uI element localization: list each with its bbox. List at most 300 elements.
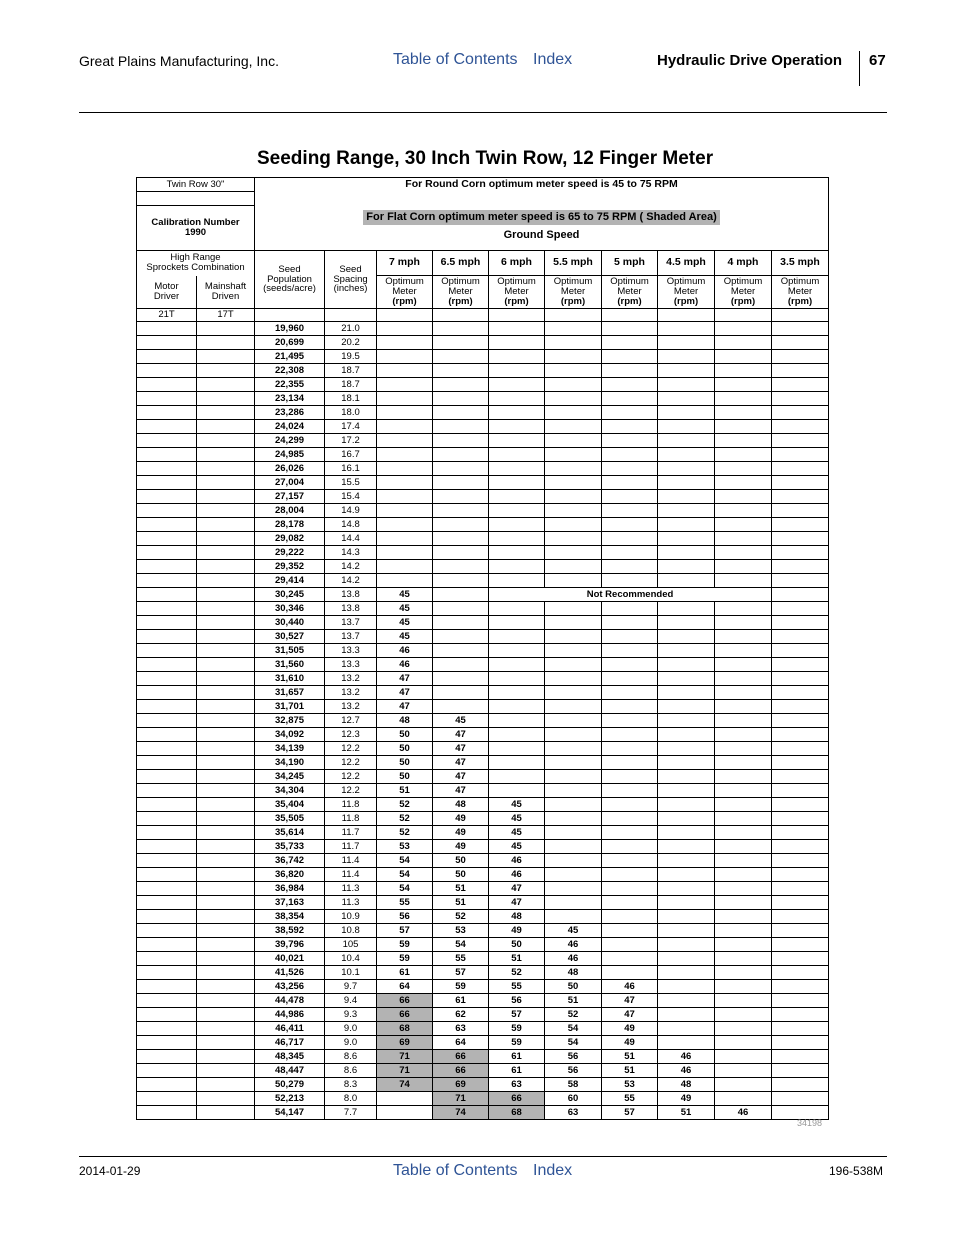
table-row xyxy=(137,798,829,812)
table-row xyxy=(137,602,829,616)
seed-spacing-cell: 11.3 xyxy=(325,896,377,910)
meter-rpm-cell xyxy=(772,742,829,756)
table-row xyxy=(137,644,829,658)
meter-rpm-cell xyxy=(545,714,602,728)
meter-rpm-cell: 61 xyxy=(377,966,433,980)
meter-rpm-cell: 47 xyxy=(433,784,489,798)
meter-rpm-cell xyxy=(433,658,489,672)
seed-spacing-cell: 8.0 xyxy=(325,1092,377,1106)
seed-spacing-cell: 14.3 xyxy=(325,546,377,560)
meter-rpm-cell xyxy=(772,672,829,686)
seed-spacing-cell: 8.3 xyxy=(325,1078,377,1092)
figure-number: 34198 xyxy=(797,1118,823,1128)
meter-rpm-cell xyxy=(433,504,489,518)
meter-rpm-cell xyxy=(433,462,489,476)
table-row xyxy=(137,448,829,462)
meter-rpm-cell xyxy=(658,812,715,826)
meter-rpm-cell xyxy=(715,364,772,378)
meter-rpm-cell xyxy=(658,854,715,868)
meter-rpm-cell xyxy=(377,392,433,406)
table-row xyxy=(137,672,829,686)
meter-rpm-cell xyxy=(658,504,715,518)
motor-driver-cell xyxy=(137,546,197,560)
header-toc-link[interactable]: Table of Contents xyxy=(393,51,518,68)
seed-population-cell: 28,178 xyxy=(255,518,325,532)
meter-rpm-cell xyxy=(772,1064,829,1078)
meter-rpm-cell xyxy=(772,644,829,658)
mainshaft-driven-cell xyxy=(197,896,255,910)
motor-driver-cell xyxy=(137,434,197,448)
meter-rpm-cell xyxy=(772,434,829,448)
seed-spacing-header: Seed Spacing (inches) xyxy=(325,251,377,309)
table-row xyxy=(137,714,829,728)
meter-rpm-cell xyxy=(715,546,772,560)
meter-rpm-cell xyxy=(715,434,772,448)
meter-rpm-cell: 63 xyxy=(545,1106,602,1120)
meter-rpm-cell xyxy=(715,336,772,350)
meter-rpm-cell: 49 xyxy=(433,840,489,854)
seed-spacing-cell: 11.4 xyxy=(325,868,377,882)
seed-population-cell: 46,717 xyxy=(255,1036,325,1050)
mainshaft-driven-cell xyxy=(197,420,255,434)
meter-rpm-cell: 50 xyxy=(433,868,489,882)
meter-rpm-cell xyxy=(545,700,602,714)
meter-rpm-cell xyxy=(772,1036,829,1050)
meter-rpm-cell xyxy=(715,616,772,630)
meter-rpm-cell xyxy=(715,560,772,574)
meter-rpm-cell xyxy=(658,896,715,910)
seed-population-cell: 34,245 xyxy=(255,770,325,784)
meter-rpm-cell xyxy=(772,602,829,616)
seed-spacing-cell: 13.8 xyxy=(325,588,377,602)
meter-rpm-cell xyxy=(715,896,772,910)
meter-rpm-cell xyxy=(377,322,433,336)
seed-population-cell: 52,213 xyxy=(255,1092,325,1106)
mainshaft-driven-cell xyxy=(197,518,255,532)
table-row xyxy=(137,658,829,672)
meter-rpm-cell xyxy=(489,644,545,658)
mainshaft-driven-header: Mainshaft Driven xyxy=(197,276,255,309)
mainshaft-driven-cell xyxy=(197,1022,255,1036)
meter-rpm-cell xyxy=(602,966,658,980)
meter-rpm-cell: 71 xyxy=(377,1064,433,1078)
seed-population-cell: 29,082 xyxy=(255,532,325,546)
meter-rpm-cell: 46 xyxy=(489,854,545,868)
table-row xyxy=(137,476,829,490)
meter-rpm-cell xyxy=(545,602,602,616)
meter-rpm-cell xyxy=(489,378,545,392)
meter-rpm-cell xyxy=(658,1022,715,1036)
meter-rpm-cell xyxy=(715,504,772,518)
meter-rpm-cell xyxy=(715,518,772,532)
seed-population-cell: 43,256 xyxy=(255,980,325,994)
meter-rpm-cell xyxy=(715,406,772,420)
meter-rpm-cell xyxy=(772,546,829,560)
meter-rpm-cell xyxy=(602,756,658,770)
meter-rpm-cell xyxy=(715,350,772,364)
meter-rpm-cell xyxy=(715,868,772,882)
page-title: Seeding Range, 30 Inch Twin Row, 12 Finger Meter xyxy=(257,148,714,169)
header-index-link[interactable]: Index xyxy=(533,51,573,68)
seed-population-cell: 41,526 xyxy=(255,966,325,980)
meter-rpm-cell xyxy=(377,434,433,448)
meter-rpm-cell xyxy=(377,532,433,546)
meter-rpm-cell xyxy=(772,952,829,966)
meter-rpm-cell xyxy=(602,784,658,798)
seed-spacing-cell: 12.2 xyxy=(325,756,377,770)
meter-rpm-cell xyxy=(715,1036,772,1050)
meter-rpm-cell xyxy=(715,602,772,616)
table-row xyxy=(137,966,829,980)
table-row xyxy=(137,588,829,602)
meter-rpm-cell xyxy=(658,672,715,686)
meter-rpm-cell xyxy=(489,336,545,350)
meter-rpm-cell xyxy=(545,336,602,350)
meter-rpm-cell xyxy=(545,658,602,672)
meter-rpm-cell: 66 xyxy=(377,994,433,1008)
meter-rpm-cell xyxy=(489,616,545,630)
mainshaft-driven-cell xyxy=(197,840,255,854)
seed-population-cell: 34,190 xyxy=(255,756,325,770)
meter-header xyxy=(772,276,829,309)
table-row xyxy=(137,364,829,378)
seed-spacing-cell: 11.7 xyxy=(325,826,377,840)
motor-driver-cell xyxy=(137,644,197,658)
meter-rpm-cell xyxy=(489,476,545,490)
motor-driver-cell xyxy=(137,378,197,392)
mainshaft-driven-cell xyxy=(197,700,255,714)
mainshaft-driven-cell xyxy=(197,882,255,896)
meter-rpm-cell xyxy=(545,812,602,826)
table-row xyxy=(137,924,829,938)
seed-population-cell: 24,299 xyxy=(255,434,325,448)
meter-rpm-cell xyxy=(772,840,829,854)
meter-rpm-cell: 64 xyxy=(433,1036,489,1050)
seed-spacing-cell: 9.4 xyxy=(325,994,377,1008)
seed-population-cell: 30,440 xyxy=(255,616,325,630)
mainshaft-driven-cell xyxy=(197,1106,255,1120)
motor-driver-cell xyxy=(137,728,197,742)
meter-rpm-cell xyxy=(377,336,433,350)
meter-rpm-cell xyxy=(545,490,602,504)
mainshaft-driven-cell xyxy=(197,910,255,924)
meter-rpm-cell xyxy=(715,784,772,798)
meter-rpm-cell xyxy=(602,532,658,546)
meter-rpm-cell: 52 xyxy=(489,966,545,980)
meter-rpm-cell xyxy=(433,574,489,588)
table-row xyxy=(137,686,829,700)
seed-spacing-cell: 12.2 xyxy=(325,770,377,784)
meter-rpm-cell xyxy=(658,798,715,812)
table-row xyxy=(137,994,829,1008)
meter-rpm-cell xyxy=(715,448,772,462)
meter-rpm-cell xyxy=(433,434,489,448)
meter-rpm-cell xyxy=(658,448,715,462)
meter-rpm-cell: 46 xyxy=(545,952,602,966)
meter-rpm-cell xyxy=(715,966,772,980)
meter-rpm-cell xyxy=(715,742,772,756)
seed-population-cell: 44,986 xyxy=(255,1008,325,1022)
meter-rpm-cell xyxy=(715,714,772,728)
meter-rpm-cell: 66 xyxy=(377,1008,433,1022)
meter-rpm-cell: 56 xyxy=(377,910,433,924)
meter-rpm-cell: 74 xyxy=(377,1078,433,1092)
mainshaft-driven-cell xyxy=(197,630,255,644)
meter-rpm-cell xyxy=(377,518,433,532)
meter-rpm-cell xyxy=(545,854,602,868)
meter-rpm-cell xyxy=(545,434,602,448)
meter-rpm-cell xyxy=(545,462,602,476)
meter-rpm-cell xyxy=(377,546,433,560)
meter-rpm-cell xyxy=(658,826,715,840)
footer-toc-link[interactable]: Table of Contents xyxy=(393,1162,518,1179)
meter-rpm-cell: 50 xyxy=(377,770,433,784)
speed-header: 3.5 mph xyxy=(772,251,829,276)
meter-rpm-cell xyxy=(772,532,829,546)
seed-population-header: Seed Population (seeds/acre) xyxy=(255,251,325,309)
meter-rpm-cell: 55 xyxy=(433,952,489,966)
meter-rpm-cell xyxy=(602,812,658,826)
seed-population-cell: 20,699 xyxy=(255,336,325,350)
meter-rpm-cell xyxy=(489,448,545,462)
meter-rpm-cell xyxy=(377,490,433,504)
meter-rpm-cell xyxy=(545,770,602,784)
table-row xyxy=(137,756,829,770)
meter-rpm-cell: 56 xyxy=(545,1064,602,1078)
meter-rpm-cell: 53 xyxy=(602,1078,658,1092)
meter-rpm-cell xyxy=(772,756,829,770)
seed-population-cell: 27,004 xyxy=(255,476,325,490)
table-row xyxy=(137,560,829,574)
seed-population-cell: 48,345 xyxy=(255,1050,325,1064)
table-row xyxy=(137,868,829,882)
meter-rpm-cell xyxy=(545,518,602,532)
meter-rpm-cell xyxy=(489,658,545,672)
meter-rpm-cell xyxy=(658,952,715,966)
meter-rpm-cell xyxy=(715,882,772,896)
meter-rpm-cell: 51 xyxy=(602,1050,658,1064)
table-row xyxy=(137,952,829,966)
meter-rpm-cell xyxy=(602,420,658,434)
meter-rpm-cell xyxy=(658,574,715,588)
meter-rpm-cell xyxy=(433,616,489,630)
meter-rpm-cell xyxy=(715,840,772,854)
meter-rpm-cell xyxy=(658,924,715,938)
meter-rpm-cell xyxy=(715,798,772,812)
meter-rpm-cell xyxy=(489,420,545,434)
seed-population-cell: 44,478 xyxy=(255,994,325,1008)
meter-rpm-cell xyxy=(433,686,489,700)
meter-rpm-cell xyxy=(772,462,829,476)
motor-driver-cell xyxy=(137,798,197,812)
seed-population-cell: 34,139 xyxy=(255,742,325,756)
motor-driver-cell xyxy=(137,1078,197,1092)
meter-rpm-cell xyxy=(715,462,772,476)
mainshaft-driven-cell xyxy=(197,994,255,1008)
meter-rpm-cell xyxy=(772,350,829,364)
mainshaft-driven-cell xyxy=(197,588,255,602)
mainshaft-driven-cell xyxy=(197,952,255,966)
meter-rpm-cell xyxy=(377,448,433,462)
seed-spacing-cell: 12.3 xyxy=(325,728,377,742)
mainshaft-driven-cell xyxy=(197,406,255,420)
meter-rpm-cell: 45 xyxy=(433,714,489,728)
meter-rpm-cell xyxy=(658,700,715,714)
seed-spacing-cell: 7.7 xyxy=(325,1106,377,1120)
mainshaft-driven-cell xyxy=(197,560,255,574)
table-row xyxy=(137,532,829,546)
motor-driver-cell xyxy=(137,938,197,952)
table-row xyxy=(137,574,829,588)
meter-rpm-cell xyxy=(489,630,545,644)
meter-rpm-cell xyxy=(772,322,829,336)
blank-cell xyxy=(137,192,255,206)
motor-driver-cell xyxy=(137,910,197,924)
meter-rpm-cell xyxy=(658,322,715,336)
meter-rpm-cell xyxy=(489,700,545,714)
meter-rpm-cell: 59 xyxy=(377,938,433,952)
footer-index-link[interactable]: Index xyxy=(533,1162,573,1179)
seeding-table-body xyxy=(137,322,829,1120)
meter-rpm-cell: 59 xyxy=(433,980,489,994)
meter-rpm-cell xyxy=(715,854,772,868)
table-row xyxy=(137,434,829,448)
meter-rpm-cell: 54 xyxy=(433,938,489,952)
meter-rpm-cell xyxy=(489,350,545,364)
meter-rpm-cell xyxy=(772,784,829,798)
seed-spacing-cell: 10.4 xyxy=(325,952,377,966)
meter-rpm-cell xyxy=(545,784,602,798)
meter-header xyxy=(545,276,602,309)
meter-rpm-cell xyxy=(715,1092,772,1106)
meter-rpm-cell: 49 xyxy=(602,1022,658,1036)
seed-population-cell: 19,960 xyxy=(255,322,325,336)
seed-spacing-cell: 15.5 xyxy=(325,476,377,490)
seed-spacing-cell: 105 xyxy=(325,938,377,952)
meter-rpm-cell xyxy=(489,518,545,532)
meter-rpm-cell xyxy=(377,1106,433,1120)
seed-population-cell: 26,026 xyxy=(255,462,325,476)
mainshaft-driven-cell xyxy=(197,1008,255,1022)
meter-rpm-cell xyxy=(772,966,829,980)
table-row xyxy=(137,406,829,420)
table-row xyxy=(137,1092,829,1106)
seed-spacing-cell: 17.4 xyxy=(325,420,377,434)
seed-population-cell: 31,701 xyxy=(255,700,325,714)
seed-population-cell: 32,875 xyxy=(255,714,325,728)
meter-rpm-cell xyxy=(715,952,772,966)
meter-header xyxy=(433,276,489,309)
meter-rpm-cell: 47 xyxy=(602,994,658,1008)
table-row xyxy=(137,784,829,798)
meter-rpm-cell: 45 xyxy=(377,602,433,616)
meter-rpm-cell: 63 xyxy=(489,1078,545,1092)
seed-spacing-cell: 14.4 xyxy=(325,532,377,546)
meter-rpm-cell xyxy=(602,910,658,924)
motor-driver-cell xyxy=(137,826,197,840)
meter-rpm-cell xyxy=(715,812,772,826)
seed-population-cell: 29,352 xyxy=(255,560,325,574)
rpm-label: (rpm) xyxy=(448,295,473,307)
meter-rpm-cell: 52 xyxy=(433,910,489,924)
meter-rpm-cell: 48 xyxy=(489,910,545,924)
meter-rpm-cell: 46 xyxy=(377,644,433,658)
motor-driver-cell xyxy=(137,490,197,504)
meter-rpm-cell xyxy=(545,882,602,896)
meter-rpm-cell xyxy=(658,560,715,574)
seed-population-cell: 38,354 xyxy=(255,910,325,924)
seed-spacing-cell: 18.0 xyxy=(325,406,377,420)
table-row xyxy=(137,392,829,406)
meter-rpm-cell xyxy=(433,490,489,504)
meter-rpm-cell xyxy=(772,560,829,574)
meter-rpm-cell xyxy=(658,420,715,434)
meter-rpm-cell xyxy=(377,364,433,378)
meter-rpm-cell xyxy=(545,504,602,518)
meter-rpm-cell: 55 xyxy=(377,896,433,910)
meter-rpm-cell: 53 xyxy=(433,924,489,938)
meter-rpm-cell xyxy=(602,490,658,504)
mainshaft-driven-cell xyxy=(197,322,255,336)
motor-driver-cell xyxy=(137,1092,197,1106)
meter-header xyxy=(377,276,433,309)
meter-rpm-cell xyxy=(545,630,602,644)
seed-spacing-cell: 20.2 xyxy=(325,336,377,350)
meter-rpm-cell xyxy=(715,700,772,714)
meter-rpm-cell xyxy=(772,420,829,434)
table-row xyxy=(137,336,829,350)
round-corn-note: For Round Corn optimum meter speed is 45 to 75 RPM xyxy=(255,178,829,206)
seed-spacing-cell: 12.2 xyxy=(325,742,377,756)
seed-spacing-cell: 18.7 xyxy=(325,364,377,378)
mainshaft-driven-cell xyxy=(197,966,255,980)
meter-rpm-cell xyxy=(602,476,658,490)
seed-population-cell: 35,614 xyxy=(255,826,325,840)
meter-rpm-cell: 57 xyxy=(433,966,489,980)
meter-rpm-cell: 51 xyxy=(377,784,433,798)
meter-rpm-cell xyxy=(545,868,602,882)
meter-rpm-cell xyxy=(772,910,829,924)
meter-rpm-cell xyxy=(772,882,829,896)
table-row xyxy=(137,938,829,952)
seed-population-cell: 22,308 xyxy=(255,364,325,378)
meter-rpm-cell xyxy=(772,980,829,994)
meter-header xyxy=(715,276,772,309)
meter-rpm-cell xyxy=(377,504,433,518)
rpm-label: (rpm) xyxy=(617,295,642,307)
meter-rpm-cell xyxy=(772,938,829,952)
meter-rpm-cell xyxy=(658,658,715,672)
meter-rpm-cell xyxy=(545,910,602,924)
mainshaft-driven-cell xyxy=(197,742,255,756)
speed-header: 5.5 mph xyxy=(545,251,602,276)
meter-rpm-cell xyxy=(658,602,715,616)
meter-rpm-cell xyxy=(602,518,658,532)
meter-rpm-cell xyxy=(715,1050,772,1064)
rpm-label: (rpm) xyxy=(673,295,699,307)
speed-header: 4.5 mph xyxy=(658,251,715,276)
meter-rpm-cell xyxy=(602,392,658,406)
meter-rpm-cell xyxy=(715,1022,772,1036)
seed-population-cell: 36,742 xyxy=(255,854,325,868)
meter-rpm-cell: 47 xyxy=(433,742,489,756)
meter-rpm-cell xyxy=(545,672,602,686)
meter-rpm-cell xyxy=(433,476,489,490)
meter-rpm-cell xyxy=(658,742,715,756)
motor-driver-cell xyxy=(137,714,197,728)
meter-rpm-cell xyxy=(658,868,715,882)
meter-rpm-cell xyxy=(377,560,433,574)
